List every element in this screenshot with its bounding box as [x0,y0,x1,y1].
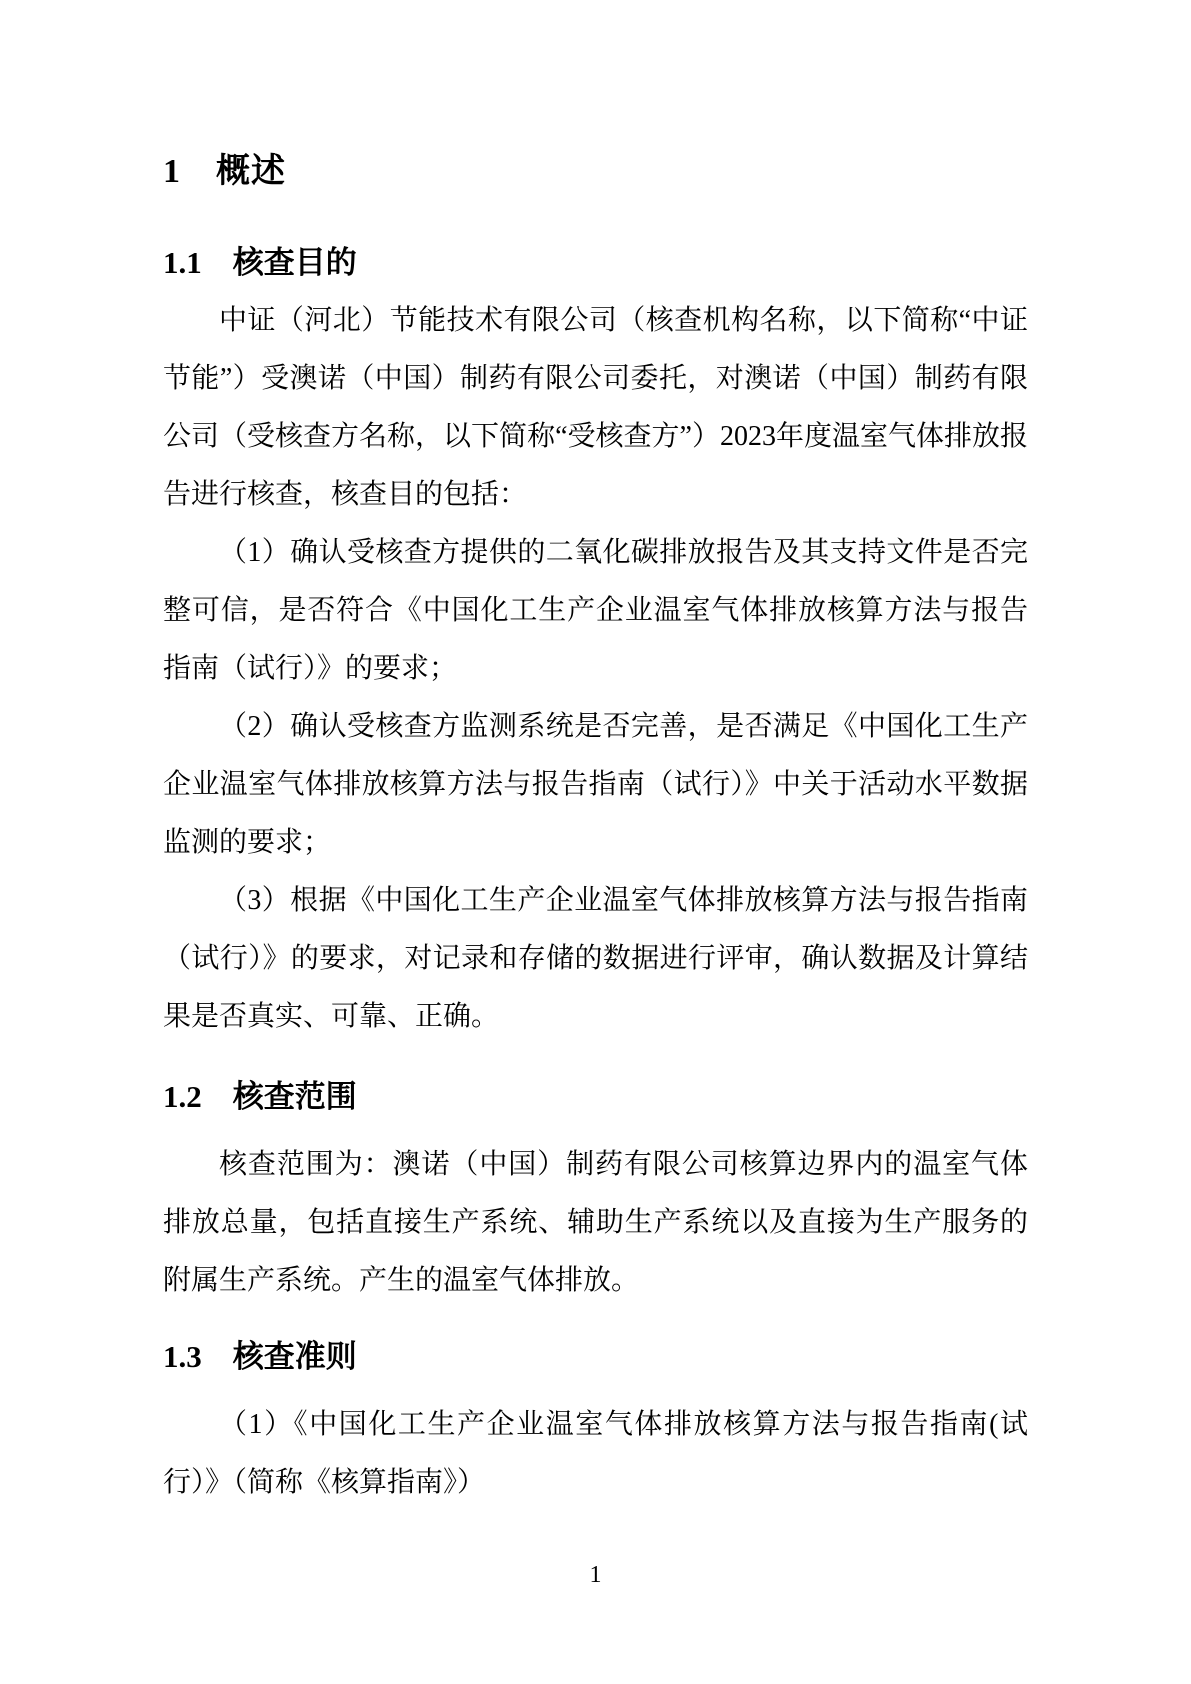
heading-verification-scope: 1.2 核查范围 [163,1079,357,1114]
heading-verification-purpose: 1.1 核查目的 [163,245,357,280]
scope-paragraph: 核查范围为：澳诺（中国）制药有限公司核算边界内的温室气体排放总量，包括直接生产系统、辅助生产系统以及直接为生产服务的附属生产系统。产生的温室气体排放。 [163,1149,1028,1296]
document-content [163,0,1028,1512]
purpose-item-3-paragraph: （3）根据《中国化工生产企业温室气体排放核算方法与报告指南（试行）》的要求，对记录和存储的数据进行评审，确认数据及计算结果是否真实、可靠、正确。 [163,885,1028,1032]
heading-overview: 1 概述 [163,153,286,190]
purpose-item-1-paragraph: （1）确认受核查方提供的二氧化碳排放报告及其支持文件是否完整可信，是否符合《中国化工生产企业温室气体排放核算方法与报告指南（试行）》的要求； [163,537,1028,684]
page-number: 1 [589,1562,602,1588]
purpose-item-2-paragraph: （2）确认受核查方监测系统是否完善，是否满足《中国化工生产企业温室气体排放核算方法与报告指南（试行）》中关于活动水平数据监测的要求； [163,711,1028,858]
purpose-intro-paragraph: 中证（河北）节能技术有限公司（核查机构名称，以下简称“中证节能”）受澳诺（中国）制药有限公司委托，对澳诺（中国）制药有限公司（受核查方名称，以下简称“受核查方”）2023年度温室气体排放报告进行核查，核查目的包括： [163,305,1028,510]
heading-verification-criteria: 1.3 核查准则 [163,1339,357,1374]
criteria-item-1-paragraph: （1）《中国化工生产企业温室气体排放核算方法与报告指南(试行）》（简称《核算指南》） [163,1409,1028,1498]
